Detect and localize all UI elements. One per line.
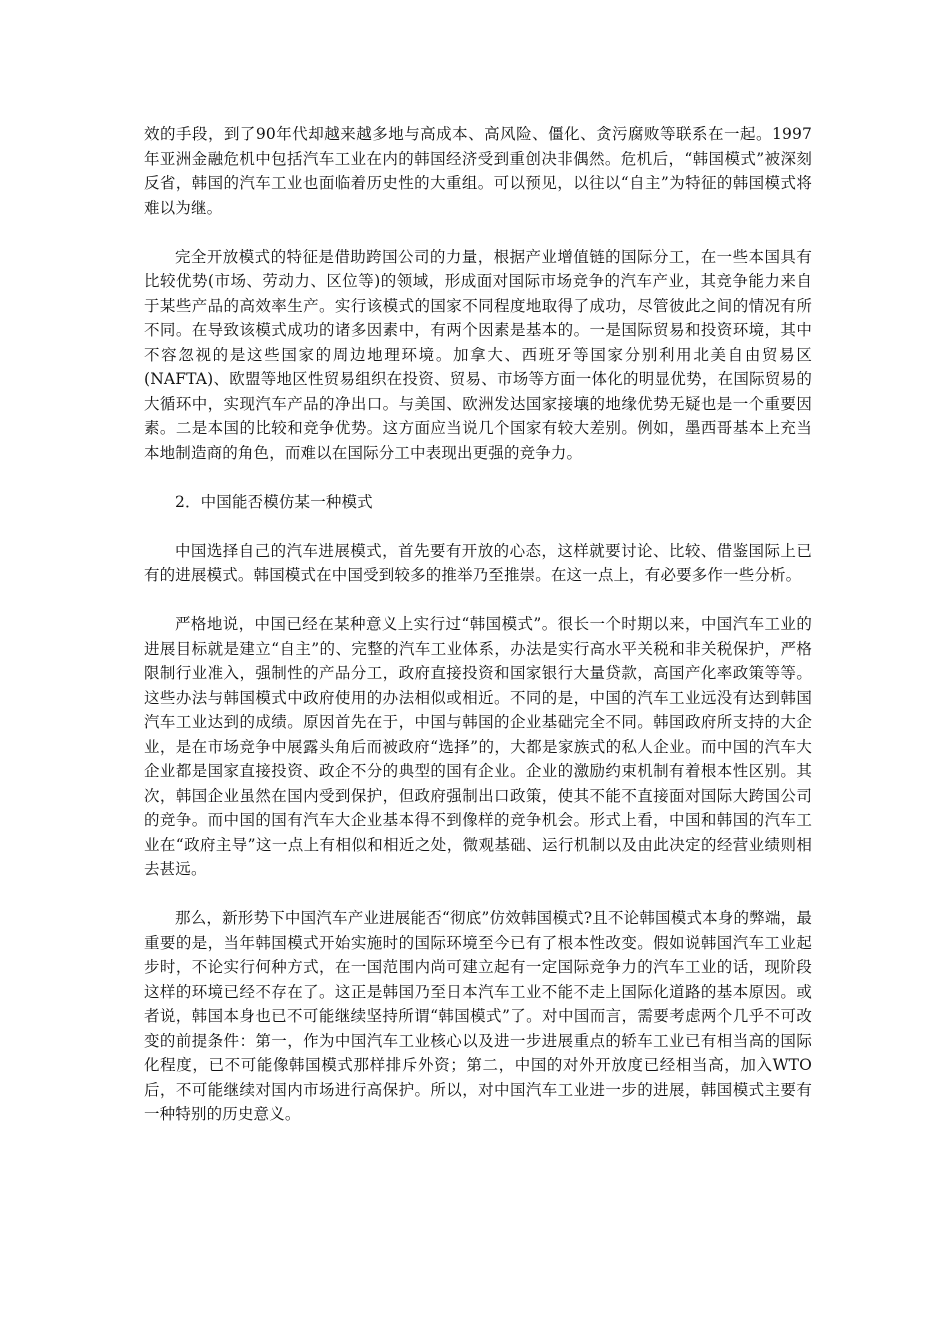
paragraph-korea-model-decline: 效的手段，到了90年代却越来越多地与高成本、高风险、僵化、贪污腐败等联系在一起。1997年亚洲金融危机中包括汽车工业在内的韩国经济受到重创决非偶然。危机后，“韩国模式”被深刻反省，韩国的汽车工业也面临着历史性的大重组。可以预见，以往以“自主”为特征的韩国模式将难以为继。 [144, 125, 812, 217]
document-body [144, 122, 812, 1151]
paragraph-open-model: 完全开放模式的特征是借助跨国公司的力量，根据产业增值链的国际分工，在一些本国具有比较优势(市场、劳动力、区位等)的领域，形成面对国际市场竞争的汽车产业，其竞争能力来自于某些产品的高效率生产。实行该模式的国家不同程度地取得了成功，尽管彼此之间的情况有所不同。在导致该模式成功的诸多因素中，有两个因素是基本的。一是国际贸易和投资环境，其中不容忽视的是这些国家的周边地理环境。加拿大、西班牙等国家分别利用北美自由贸易区 (NAFTA)、欧盟等地区性贸易组织在投资、贸易、市场等方面一体化的明显优势，在国际贸易的大循环中，实现汽车产品的净出口。与美国、欧洲发达国家接壤的地缘优势无疑也是一个重要因素。二是本国的比较和竞争优势。这方面应当说几个国家有较大差别。例如，墨西哥基本上充当本地制造商的角色，而难以在国际分工中表现出更强的竞争力。 [144, 247, 812, 462]
paragraph-new-situation: 那么，新形势下中国汽车产业进展能否“彻底”仿效韩国模式?且不论韩国模式本身的弊端，最重要的是，当年韩国模式开始实施时的国际环境至今已有了根本性改变。假如说韩国汽车工业起步时，不论实行何种方式，在一国范围内尚可建立起有一定国际竞争力的汽车工业的话，现阶段这样的环境已经不存在了。这正是韩国乃至日本汽车工业不能不走上国际化道路的基本原因。或者说，韩国本身也已不可能继续坚持所谓“韩国模式”了。对中国而言，需要考虑两个几乎不可改变的前提条件：第一，作为中国汽车工业核心以及进一步进展重点的轿车工业已有相当高的国际化程度，已不可能像韩国模式那样排斥外资；第二，中国的对外开放度已经相当高，加入WTO后，不可能继续对国内市场进行高保护。所以，对中国汽车工业进一步的进展，韩国模式主要有一种特别的历史意义。 [144, 909, 812, 1123]
paragraph-china-choice: 中国选择自己的汽车进展模式，首先要有开放的心态，这样就要讨论、比较、借鉴国际上已有的进展模式。韩国模式在中国受到较多的推举乃至推崇。在这一点上，有必要多作一些分析。 [144, 541, 812, 584]
section-heading: 2．中国能否模仿某一种模式 [175, 492, 373, 511]
paragraph-china-korea-comparison: 严格地说，中国已经在某种意义上实行过“韩国模式”。很长一个时期以来，中国汽车工业的进展目标就是建立“自主”的、完整的汽车工业体系，办法是实行高水平关税和非关税保护，严格限制行业准入，强制性的产品分工，政府直接投资和国家银行大量贷款，高国产化率政策等等。这些办法与韩国模式中政府使用的办法相似或相近。不同的是，中国的汽车工业远没有达到韩国汽车工业达到的成绩。原因首先在于，中国与韩国的企业基础完全不同。韩国政府所支持的大企业，是在市场竞争中展露头角后而被政府“选择”的，大都是家族式的私人企业。而中国的汽车大企业都是国家直接投资、政企不分的典型的国有企业。企业的激励约束机制有着根本性区别。其次，韩国企业虽然在国内受到保护，但政府强制出口政策，使其不能不直接面对国际大跨国公司的竞争。而中国的国有汽车大企业基本得不到像样的竞争机会。形式上看，中国和韩国的汽车工业在“政府主导”这一点上有相似和相近之处，微观基础、运行机制以及由此决定的经营业绩则相去甚远。 [144, 615, 812, 878]
